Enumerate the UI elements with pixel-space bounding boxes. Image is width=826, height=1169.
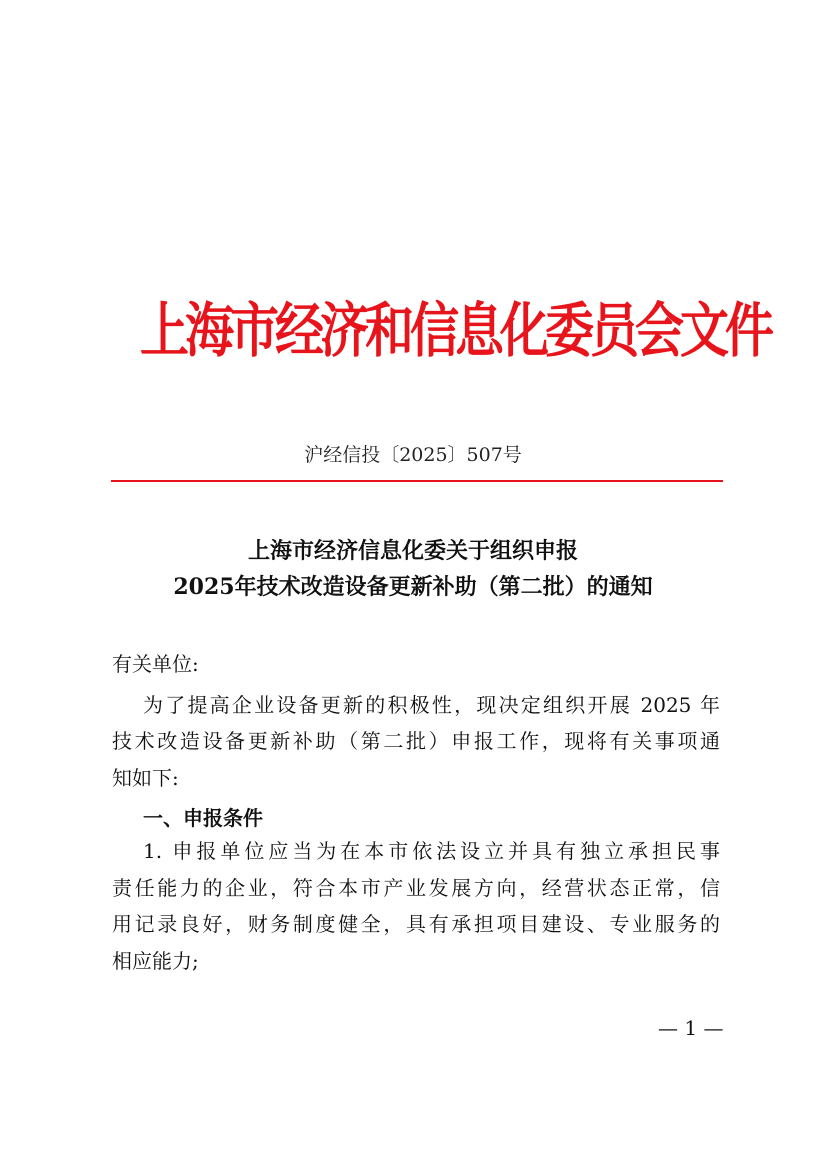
item-line: 相应能力; [112,949,199,973]
salutation: 有关单位: [112,652,199,676]
item-line: 用记录良好，财务制度健全，具有承担项目建设、专业服务的 [112,912,720,936]
item-line: 责任能力的企业，符合本市产业发展方向，经营状态正常，信 [112,876,720,900]
red-divider [111,480,723,482]
intro-line: 为了提高企业设备更新的积极性，现决定组织开展 2025 年 [143,693,720,717]
intro-line: 知如下: [112,766,179,790]
intro-line: 技术改造设备更新补助（第二批）申报工作，现将有关事项通 [112,729,720,753]
document-title-line-1: 上海市经济信息化委关于组织申报 [247,538,578,564]
document-number: 沪经信投〔2025〕507号 [304,444,522,466]
page-number: — 1 — [658,1016,724,1040]
issuer-header: 上海市经济和信息化委员会文件 [140,298,771,365]
item-line: 1. 申报单位应当为在本市依法设立并具有独立承担民事 [143,839,720,863]
section-heading: 一、申报条件 [143,806,263,830]
document-title-line-2: 2025年技术改造设备更新补助（第二批）的通知 [173,574,653,600]
